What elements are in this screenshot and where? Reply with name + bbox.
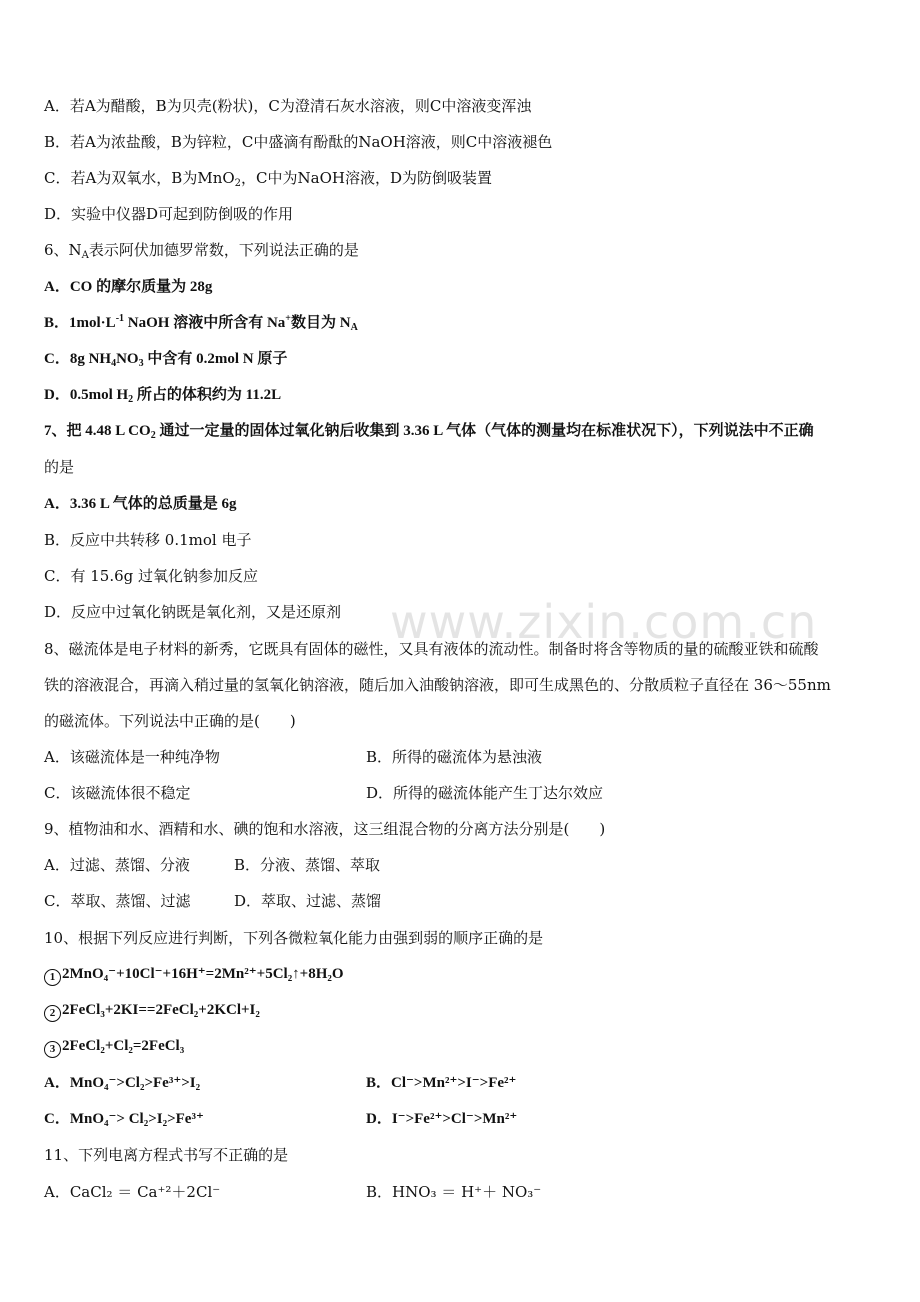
q6-option-d (44, 385, 281, 405)
q6-b-sub: A (350, 322, 358, 333)
q6-b-mid: NaOH 溶液中所含有 Na (124, 315, 286, 331)
q9-option-b: B．分液、蒸馏、萃取 (234, 856, 381, 874)
q6-option-a: A．CO 的摩尔质量为 28g (44, 279, 213, 295)
q7-option-d: D．反应中过氧化钠既是氧化剂，又是还原剂 (44, 603, 342, 621)
q7-stem-post: 通过一定量的固体过氧化钠后收集到 3.36 L 气体（气体的测量均在标准状况下），下列说法中不正确 (155, 423, 814, 439)
q5-option-a: A．若A为醋酸，B为贝壳(粉状)，C为澄清石灰水溶液，则C中溶液变浑浊 (44, 97, 532, 115)
q5-c-pre: C．若A为双氧水，B为MnO (44, 169, 235, 187)
q7-stem-sub: 2 (150, 430, 156, 441)
q8-option-a: A．该磁流体是一种纯净物 (44, 748, 220, 766)
q5-c-sub: 2 (234, 178, 242, 189)
q10-r1-text: 2MnO₄⁻+10Cl⁻+16H⁺=2Mn²⁺+5Cl₂↑+8H₂O (62, 966, 344, 982)
q6-c-mid: NO (116, 351, 139, 367)
q8-stem-line2: 铁的溶液混合，再滴入稍过量的氢氧化钠溶液，随后加入油酸钠溶液，即可生成黑色的、分散质粒子直径在 36～55nm (44, 676, 831, 694)
circled-number-1: 1 (44, 969, 61, 986)
q11-option-a: A．CaCl₂ ＝ Ca⁺²＋2Cl⁻ (44, 1183, 221, 1201)
q8-stem-line3: 的磁流体。下列说法中正确的是( ) (44, 712, 296, 730)
q11-option-b: B．HNO₃ ＝ H⁺＋ NO₃⁻ (366, 1183, 542, 1201)
q6-stem (44, 240, 359, 260)
q8-stem-line1: 8、磁流体是电子材料的新秀，它既具有固体的磁性，又具有液体的流动性。制备时将含等物质的量的硫酸亚铁和硫酸 (44, 640, 819, 658)
q6-b-pre: B．1mol·L (44, 315, 116, 331)
q10-r3-text: 2FeCl₂+Cl₂=2FeCl₃ (62, 1038, 185, 1054)
q6-option-c (44, 349, 287, 369)
q6-b-sup: -1 (115, 313, 125, 324)
q6-c-post: 中含有 0.2mol N 原子 (143, 351, 288, 367)
q5-option-d: D．实验中仪器D可起到防倒吸的作用 (44, 205, 294, 223)
q5-option-c (44, 168, 492, 188)
q6-b-mid2: 数目为 N (291, 315, 351, 331)
q10-option-a: A．MnO₄⁻>Cl₂>Fe³⁺>I₂ (44, 1075, 201, 1091)
q10-reaction-3 (44, 1036, 184, 1058)
q6-d-pre: D．0.5mol H (44, 387, 129, 403)
watermark: www.zixin.com.cn (390, 595, 818, 649)
q7-option-c: C．有 15.6g 过氧化钠参加反应 (44, 567, 259, 585)
q6-stem-pre: 6、N (44, 241, 82, 259)
q9-option-c: C．萃取、蒸馏、过滤 (44, 892, 191, 910)
q10-stem: 10、根据下列反应进行判断，下列各微粒氧化能力由强到弱的顺序正确的是 (44, 929, 544, 947)
q6-c-pre: C．8g NH (44, 351, 112, 367)
q5-option-b: B．若A为浓盐酸，B为锌粒，C中盛滴有酚酞的NaOH溶液，则C中溶液褪色 (44, 133, 553, 151)
q7-option-b: B．反应中共转移 0.1mol 电子 (44, 531, 252, 549)
q8-option-c: C．该磁流体很不稳定 (44, 784, 191, 802)
q6-stem-sub: A (81, 250, 89, 261)
circled-number-3: 3 (44, 1041, 61, 1058)
q10-option-c: C．MnO₄⁻> Cl₂>I₂>Fe³⁺ (44, 1111, 204, 1127)
q6-b-sup2: + (285, 313, 291, 324)
q6-c-sub1: 4 (111, 358, 117, 369)
q7-option-a: A．3.36 L 气体的总质量是 6g (44, 496, 237, 512)
q10-reaction-2 (44, 1000, 260, 1022)
q9-option-a: A．过滤、蒸馏、分液 (44, 856, 190, 874)
q11-stem: 11、下列电离方程式书写不正确的是 (44, 1146, 289, 1164)
q6-d-sub: 2 (128, 394, 134, 405)
q5-c-post: ，C中为NaOH溶液，D为防倒吸装置 (241, 169, 492, 187)
q6-c-sub2: 3 (138, 358, 144, 369)
circled-number-2: 2 (44, 1005, 61, 1022)
q6-d-post: 所占的体积约为 11.2L (133, 387, 282, 403)
q6-stem-post: 表示阿伏加德罗常数，下列说法正确的是 (88, 241, 359, 259)
q9-option-d: D．萃取、过滤、蒸馏 (234, 892, 382, 910)
q9-stem: 9、植物油和水、酒精和水、碘的饱和水溶液，这三组混合物的分离方法分别是( ) (44, 820, 606, 838)
q7-stem-pre: 7、把 4.48 L CO (44, 423, 151, 439)
q10-option-b: B．Cl⁻>Mn²⁺>I⁻>Fe²⁺ (366, 1075, 517, 1091)
q8-option-b: B．所得的磁流体为悬浊液 (366, 748, 543, 766)
q7-stem-line2: 的是 (44, 458, 75, 476)
q6-option-b (44, 313, 358, 333)
q8-option-d: D．所得的磁流体能产生丁达尔效应 (366, 784, 604, 802)
q10-option-d: D．I⁻>Fe²⁺>Cl⁻>Mn²⁺ (366, 1111, 518, 1127)
q10-r2-text: 2FeCl₃+2KI==2FeCl₂+2KCl+I₂ (62, 1002, 260, 1018)
q7-stem (44, 421, 814, 441)
q10-reaction-1 (44, 964, 344, 986)
